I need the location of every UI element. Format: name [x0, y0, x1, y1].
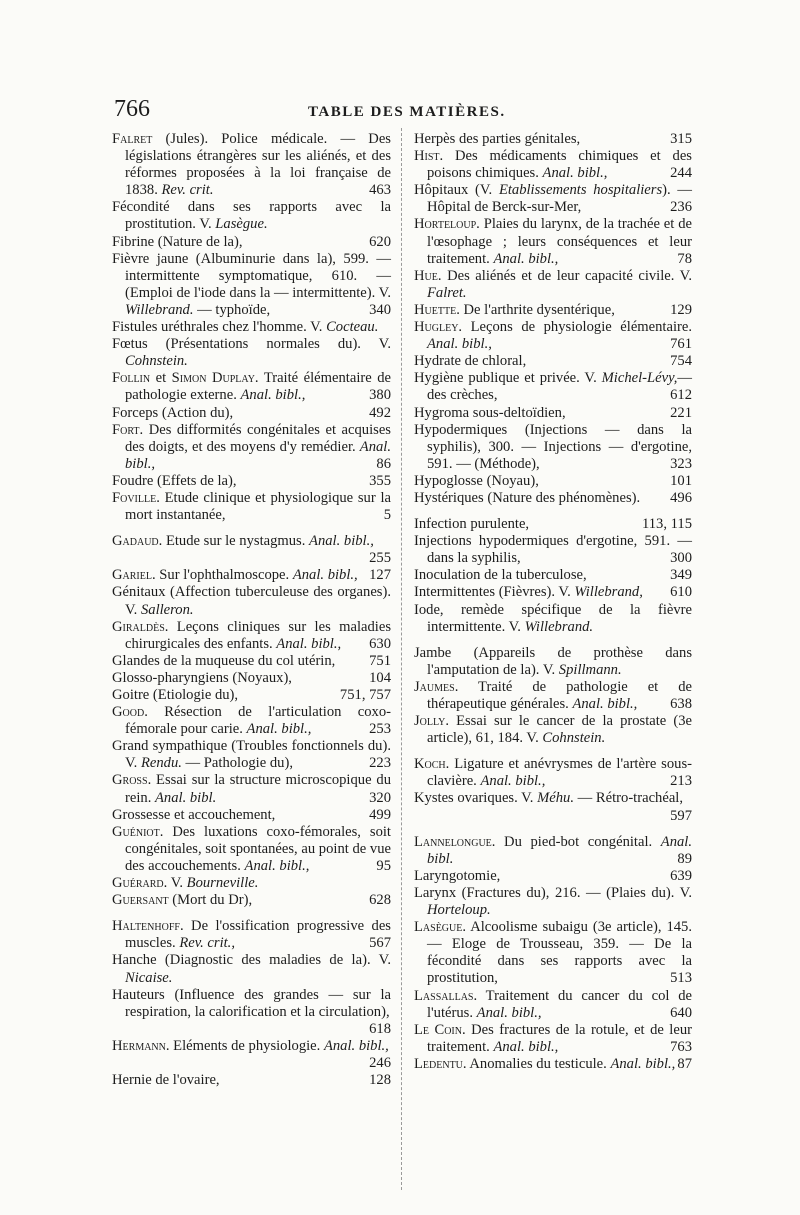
entry-page-number: 751: [369, 652, 391, 669]
index-entry: [112, 772, 391, 806]
index-entry: [414, 216, 692, 267]
index-entry: [414, 268, 692, 302]
entry-text: Hypodermiques (Injections — dans la syphilis), 300. — Injections — d'ergotine, 591. — (Méthode),: [414, 421, 692, 472]
entry-reference: Bourneville.: [186, 875, 259, 892]
entry-text: — Rétro-trachéal,: [574, 790, 683, 807]
entry-page-number: 127: [369, 567, 391, 584]
page-number: 766: [114, 96, 150, 122]
index-entry: [112, 918, 391, 952]
index-entry: [112, 687, 391, 704]
entry-text: Fœtus (Présentations normales du). V.: [112, 336, 391, 353]
entry-author: Lannelongue: [414, 833, 492, 850]
entry-author: Follin: [112, 370, 151, 387]
entry-reference: Anal. bibl.,: [476, 1004, 542, 1021]
index-entry: [414, 182, 692, 216]
entry-reference: Anal. bibl.,: [493, 1038, 559, 1055]
entry-reference: Falret.: [427, 284, 467, 301]
entry-text: . Des difformités congénitales et acquises des doigts, et des moyens d'y remédier.: [125, 421, 391, 455]
entry-reference: Anal. bibl.,: [240, 387, 306, 404]
entry-text: . Leçons cliniques sur les maladies chirurgicales des enfants.: [125, 618, 391, 652]
entry-text: Hauteurs (Influence des grandes — sur la respiration, la calorification et la circulation),: [112, 986, 391, 1020]
entry-reference: Anal. bibl.,: [610, 1055, 676, 1072]
index-entry: [414, 602, 692, 636]
letter-section-gap: [414, 747, 692, 756]
entry-text: . Sur l'ophthalmoscope.: [151, 567, 293, 584]
entry-page-number: 349: [670, 567, 692, 584]
entry-text: ). — Hôpital de Berck-sur-Mer,: [427, 182, 692, 216]
index-entry: [112, 319, 391, 336]
entry-author: Gadaud: [112, 533, 159, 550]
entry-text: Forceps (Action du),: [112, 404, 234, 421]
entry-reference: Willebrand,: [574, 584, 643, 601]
entry-text: Goitre (Etiologie du),: [112, 687, 239, 703]
entry-text: . Plaies du larynx, de la trachée et de l'œsophage ; leurs conséquences et leur traitement.: [427, 216, 692, 267]
entry-text: Hystériques (Nature des phénomènes).: [414, 489, 641, 506]
entry-text: Herpès des parties génitales,: [414, 131, 581, 147]
index-column-right: [414, 131, 692, 1073]
entry-page-number: 620: [369, 233, 391, 250]
entry-text: Fistules uréthrales chez l'homme. V.: [112, 319, 327, 336]
entry-text: . Des médicaments chimiques et des poisons chimiques.: [427, 148, 692, 182]
entry-page-number: 513: [670, 970, 692, 987]
entry-page-number: 340: [369, 301, 391, 318]
index-entry: [112, 704, 391, 738]
entry-page-number: 751, 757: [339, 687, 391, 703]
index-entry: [112, 533, 391, 567]
entry-page-number: 630: [369, 635, 391, 652]
entry-author: Gariel: [112, 567, 152, 584]
entry-page-number: 323: [670, 455, 692, 472]
entry-text: Foudre (Effets de la),: [112, 472, 237, 489]
entry-page-number: 78: [677, 250, 692, 267]
entry-text: Fécondité dans ses rapports avec la prostitution. V.: [112, 199, 391, 233]
entry-text: . De l'ossification progressive des muscles.: [125, 918, 391, 952]
index-entry: [414, 679, 692, 713]
entry-page-number: 253: [369, 721, 391, 738]
entry-page-number: 315: [670, 131, 692, 147]
index-entry: [414, 645, 692, 679]
entry-text: . Des luxations coxo-fémorales, soit congénitales, soit spontanées, au point de vue des accouchements.: [125, 823, 391, 874]
entry-page-number: 223: [369, 755, 391, 772]
index-entry: [112, 1072, 391, 1089]
index-entry: [414, 834, 692, 868]
entry-author: Hue: [414, 267, 438, 284]
entry-reference: Nicaise.: [125, 969, 173, 986]
entry-page-number: 101: [670, 472, 692, 489]
entry-text: Jambe (Appareils de prothèse dans l'amputation de la). V.: [414, 644, 692, 678]
entry-text: . Leçons de physiologie élémentaire.: [458, 319, 692, 336]
entry-reference: Cohnstein.: [125, 353, 188, 370]
entry-reference: Rev. crit.: [161, 182, 214, 199]
entry-reference: Anal. bibl.,: [244, 857, 310, 874]
index-entry: [112, 987, 391, 1038]
entry-author: Jaumes: [414, 678, 455, 695]
entry-reference: Spillmann.: [558, 661, 622, 678]
letter-section-gap: [414, 636, 692, 645]
entry-text: . Des aliénés et de leur capacité civile. V.: [437, 267, 692, 284]
entry-reference: Anal. bibl.,: [292, 567, 358, 584]
letter-section-gap: [414, 507, 692, 516]
entry-reference: Anal. bibl.: [427, 833, 692, 867]
entry-author: Haltenhoff: [112, 918, 180, 935]
index-entry: [112, 422, 391, 473]
entry-page-number: 597: [670, 807, 692, 824]
entry-page-number: 113, 115: [642, 516, 692, 533]
entry-author: Fort: [112, 421, 140, 438]
entry-page-number: 104: [369, 669, 391, 686]
entry-page-number: 628: [369, 892, 391, 909]
index-entry: [414, 148, 692, 182]
entry-author: Lassallas: [414, 987, 474, 1004]
entry-reference: Anal. bibl.,: [572, 696, 638, 712]
entry-text: . Ligature et anévrysmes de l'artère sous-clavière.: [427, 756, 692, 790]
letter-section-gap: [112, 524, 391, 533]
entry-page-number: 499: [369, 806, 391, 823]
entry-author: Giraldès: [112, 618, 165, 635]
entry-page-number: 638: [670, 696, 692, 712]
entry-page-number: 213: [670, 773, 692, 790]
entry-reference: Cohnstein.: [542, 730, 606, 747]
entry-reference: Rev. crit.,: [179, 935, 235, 952]
entry-page-number: 129: [670, 301, 692, 318]
entry-text: Hygiène publique et privée. V.: [414, 370, 602, 387]
entry-page-number: 492: [369, 404, 391, 421]
entry-page-number: 255: [369, 550, 391, 567]
entry-text: . Etude clinique et physiologique sur la mort instantanée,: [125, 489, 391, 524]
entry-author: Good: [112, 704, 145, 721]
entry-author: Koch: [414, 756, 446, 773]
index-entry: [112, 405, 391, 422]
index-entry: [414, 516, 692, 533]
entry-text: Fièvre jaune (Albuminurie dans la), 599. — intermittente symptomatique, 610. — (Emploi de l'iode dans la — intermittente). V.: [112, 250, 391, 301]
entry-text: . Résection de l'articulation coxo-fémorale pour carie.: [125, 704, 391, 738]
entry-reference: Anal. bibl.,: [246, 721, 312, 738]
entry-page-number: 128: [369, 1072, 391, 1089]
index-entry: [414, 422, 692, 473]
entry-text: Injections hypodermiques d'ergotine, 591. — dans la syphilis,: [414, 533, 692, 567]
index-entry: [112, 234, 391, 251]
entry-page-number: 640: [670, 1004, 692, 1021]
entry-page-number: 246: [369, 1054, 391, 1071]
entry-text: . Traité élémentaire de pathologie externe.: [125, 370, 391, 404]
index-entry: [112, 670, 391, 687]
entry-author: Guérard: [112, 875, 164, 892]
entry-page-number: 86: [376, 455, 391, 472]
entry-page-number: 754: [670, 353, 692, 370]
entry-text: Hypoglosse (Noyau),: [414, 472, 539, 489]
index-entry: [414, 533, 692, 567]
index-entry: [414, 756, 692, 790]
entry-text: . Alcoolisme subaigu (3e article), 145. — Eloge de Trousseau, 359. — De la fécondité dans ses rapports avec la prostitution,: [427, 919, 692, 987]
entry-text: Fibrine (Nature de la),: [112, 233, 243, 250]
entry-page-number: 496: [670, 489, 692, 506]
entry-reference: Anal. bibl.,: [427, 336, 492, 353]
index-entry: [112, 473, 391, 490]
index-entry: [414, 1056, 692, 1073]
entry-text: . De l'arthrite dysentérique,: [456, 301, 615, 318]
entry-reference: Anal. bibl.,: [309, 533, 374, 550]
index-entry: [112, 1038, 391, 1072]
entry-text: Iode, remède spécifique de la fièvre intermittente. V.: [414, 601, 692, 635]
entry-reference: Etablissements hospitaliers: [498, 182, 663, 199]
entry-reference: Willebrand.: [125, 301, 194, 318]
entry-reference: Méhu.: [537, 790, 574, 807]
entry-text: Hernie de l'ovaire,: [112, 1072, 220, 1089]
entry-text: Hygroma sous-deltoïdien,: [414, 404, 566, 421]
entry-text: Inoculation de la tuberculose,: [414, 567, 587, 584]
entry-author: Huette: [414, 301, 457, 318]
entry-text: . V.: [163, 875, 187, 892]
entry-text: . Du pied-bot congénital.: [491, 833, 661, 850]
entry-page-number: 221: [670, 404, 692, 421]
index-entry: [414, 988, 692, 1022]
entry-text: Grossesse et accouchement,: [112, 806, 276, 823]
index-entry: [414, 131, 692, 148]
entry-author: Guéniot: [112, 823, 160, 840]
entry-page-number: 612: [670, 387, 692, 404]
entry-page-number: 761: [670, 336, 692, 353]
entry-page-number: 618: [369, 1020, 391, 1037]
column-divider: [401, 128, 402, 1190]
entry-reference: Anal. bibl.,: [480, 773, 546, 790]
entry-reference: Anal. bibl.,: [323, 1037, 389, 1054]
index-entry: [414, 584, 692, 601]
entry-author: Gross: [112, 772, 148, 789]
entry-author: Jolly: [414, 713, 446, 730]
index-entry: [112, 584, 391, 618]
entry-page-number: 610: [670, 584, 692, 601]
index-entry: [112, 619, 391, 653]
entry-text: . Essai sur le cancer de la prostate (3e article), 61, 184. V.: [427, 713, 692, 747]
entry-page-number: 89: [677, 850, 692, 867]
entry-page-number: 380: [369, 387, 391, 404]
index-entry: [414, 473, 692, 490]
entry-text: Kystes ovariques. V.: [414, 790, 538, 807]
entry-text: (Mort du Dr),: [168, 892, 253, 909]
entry-reference: Rendu.: [140, 755, 182, 772]
entry-text: Intermittentes (Fièvres). V.: [414, 584, 575, 601]
entry-text: — typhoïde,: [193, 301, 271, 318]
entry-text: . Traité de pathologie et de thérapeutique générales.: [427, 678, 692, 712]
entry-text: — Pathologie du),: [181, 755, 293, 772]
entry-text: . Anomalies du testicule.: [462, 1055, 611, 1072]
entry-page-number: 5: [383, 507, 391, 524]
index-entry: [414, 319, 692, 353]
entry-text: Grand sympathique (Troubles fonctionnels du). V.: [112, 738, 391, 772]
entry-author: Guersant: [112, 892, 169, 909]
index-entry: [414, 885, 692, 919]
entry-author: Simon Duplay: [171, 370, 255, 387]
running-head: TABLE DES MATIÈRES.: [308, 104, 506, 120]
entry-page-number: 87: [677, 1055, 692, 1072]
index-entry: [112, 199, 391, 233]
index-entry: [112, 875, 391, 892]
entry-text: . Essai sur la structure microscopique du rein.: [125, 772, 391, 806]
entry-text: Glosso-pharyngiens (Noyaux),: [112, 669, 292, 686]
entry-author: Foville: [112, 489, 157, 506]
entry-reference: Salleron.: [140, 601, 194, 618]
entry-reference: Anal. bibl.,: [276, 635, 342, 652]
entry-text: . Eléments de physiologie.: [165, 1037, 324, 1054]
index-entry: [414, 713, 692, 747]
index-entry: [112, 490, 391, 524]
entry-text: Laryngotomie,: [414, 867, 501, 884]
entry-reference: Horteloup.: [427, 902, 491, 919]
entry-author: Falret: [112, 131, 153, 147]
entry-page-number: 244: [670, 165, 692, 182]
entry-text: . Traitement du cancer du col de l'utérus.: [427, 987, 692, 1021]
index-entry: [112, 251, 391, 319]
index-entry: [112, 567, 391, 584]
index-entry: [112, 370, 391, 404]
index-entry: [112, 738, 391, 772]
entry-text: Génitaux (Affection tuberculeuse des organes). V.: [112, 584, 391, 618]
entry-author: Horteloup: [414, 216, 477, 233]
entry-text: — des crèches,: [427, 370, 692, 404]
index-entry: [414, 868, 692, 885]
entry-page-number: 236: [670, 199, 692, 216]
page-header: [108, 92, 708, 132]
letter-section-gap: [112, 909, 391, 918]
index-entry: [112, 653, 391, 670]
index-entry: [414, 405, 692, 422]
entry-reference: Cocteau.: [326, 319, 379, 336]
entry-text: et: [150, 370, 172, 387]
entry-author: Ledentu: [414, 1055, 463, 1072]
entry-reference: Anal. bibl.,: [493, 250, 559, 267]
index-entry: [112, 336, 391, 370]
entry-author: Lasègue: [414, 919, 463, 936]
index-entry: [414, 1022, 692, 1056]
entry-author: Hist: [414, 148, 440, 165]
entry-page-number: 463: [369, 182, 391, 199]
index-entry: [414, 490, 692, 507]
entry-reference: Anal. bibl.,: [542, 165, 608, 182]
entry-page-number: 95: [376, 857, 391, 874]
index-entry: [414, 353, 692, 370]
entry-reference: Anal. bibl.: [155, 789, 217, 806]
index-entry: [414, 790, 692, 824]
entry-text: Hydrate de chloral,: [414, 353, 527, 370]
index-entry: [112, 131, 391, 199]
entry-text: (Jules). Police médicale. — Des législations étrangères sur les aliénés, et des réformes proposées à la loi française de 1838.: [125, 131, 391, 199]
entry-reference: Willebrand.: [524, 618, 594, 635]
index-entry: [112, 952, 391, 986]
index-entry: [414, 567, 692, 584]
entry-author: Hugley: [414, 319, 459, 336]
index-entry: [112, 824, 391, 875]
entry-page-number: 567: [369, 935, 391, 952]
entry-page-number: 320: [369, 789, 391, 806]
entry-text: Hanche (Diagnostic des maladies de la). V.: [112, 952, 391, 969]
entry-reference: Michel-Lévy,: [601, 370, 678, 387]
index-entry: [112, 892, 391, 909]
entry-text: . Des fractures de la rotule, et de leur traitement.: [427, 1021, 692, 1055]
entry-author: Le Coin: [414, 1021, 462, 1038]
entry-text: Larynx (Fractures du), 216. — (Plaies du). V.: [414, 884, 692, 901]
entry-text: Infection purulente,: [414, 516, 530, 533]
entry-page-number: 763: [670, 1038, 692, 1055]
index-column-left: [112, 131, 391, 1089]
index-entry: [112, 807, 391, 824]
letter-section-gap: [414, 825, 692, 834]
entry-page-number: 355: [369, 472, 391, 489]
entry-text: Glandes de la muqueuse du col utérin,: [112, 652, 336, 669]
index-entry: [414, 302, 692, 319]
entry-author: Hermann: [112, 1037, 166, 1054]
index-entry: [414, 919, 692, 987]
entry-reference: Lasègue.: [215, 216, 268, 233]
entry-text: Hôpitaux (V.: [414, 182, 499, 199]
entry-page-number: 300: [670, 550, 692, 567]
entry-reference: Anal. bibl.,: [125, 438, 391, 472]
entry-text: . Etude sur le nystagmus.: [158, 533, 310, 550]
entry-page-number: 639: [670, 867, 692, 884]
index-entry: [414, 370, 692, 404]
